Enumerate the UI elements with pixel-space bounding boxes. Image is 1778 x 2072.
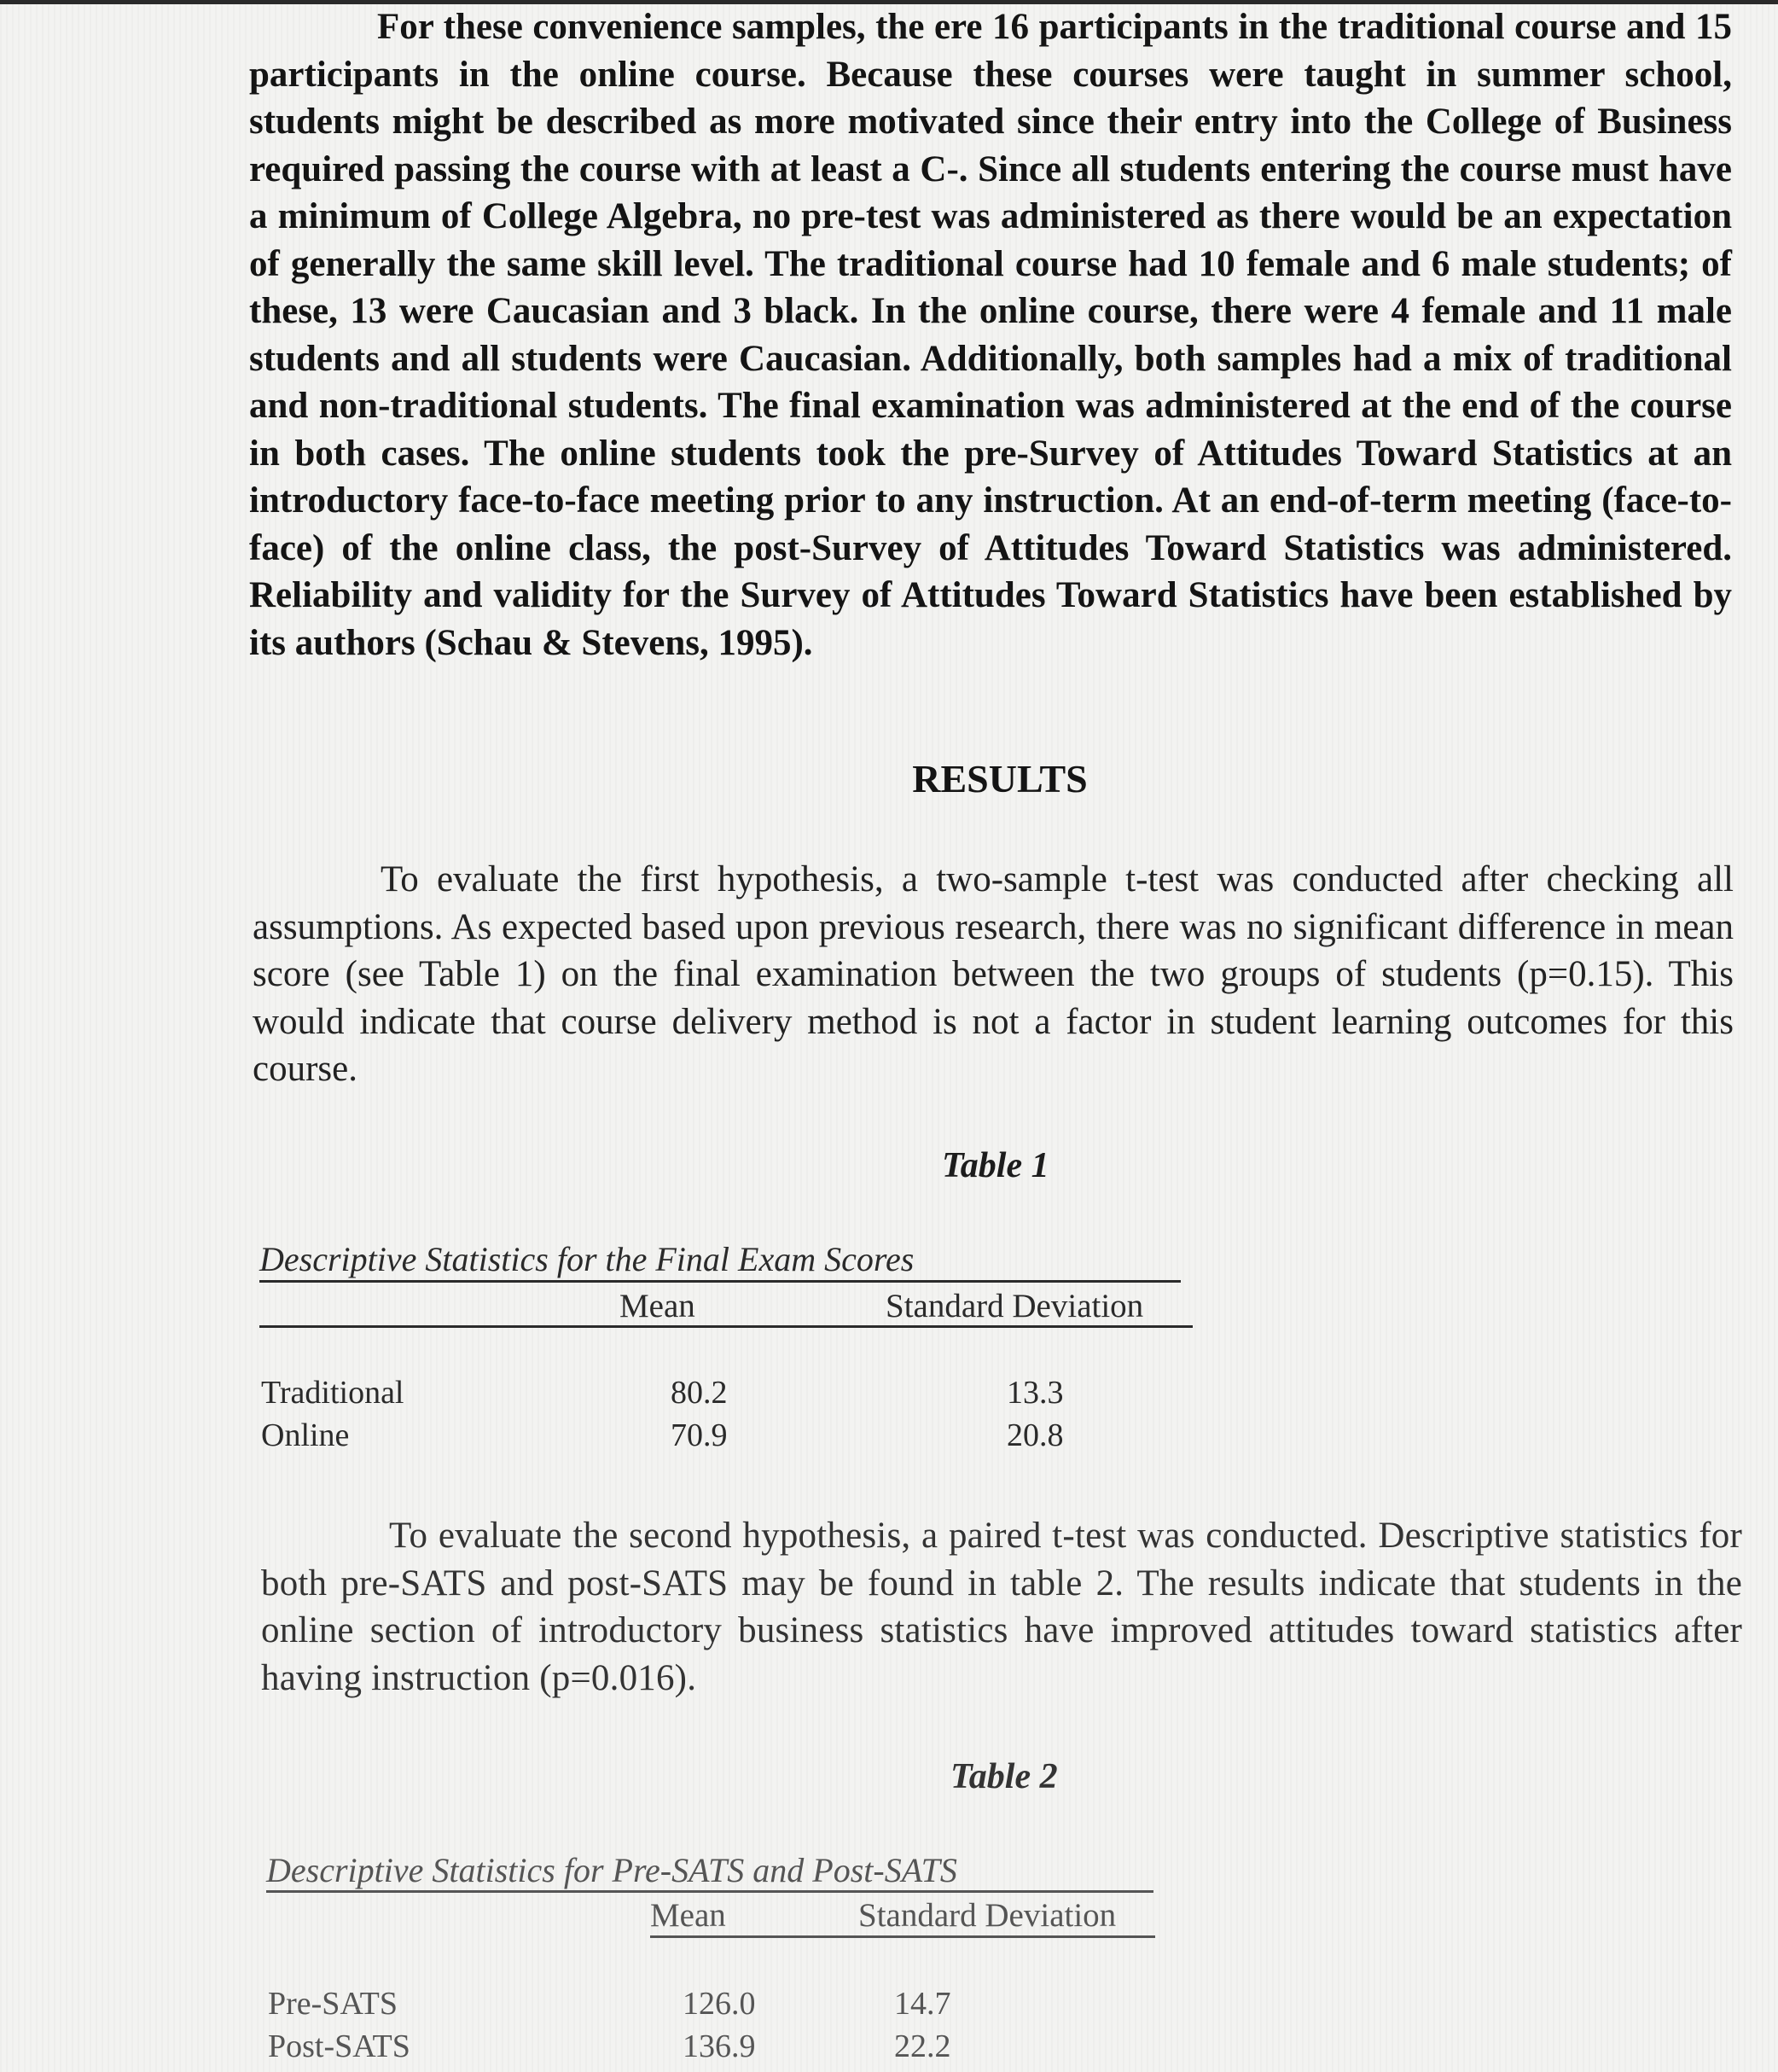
table-2-label: Table 2 (950, 1757, 1058, 1796)
table-1-header-sd: Standard Deviation (886, 1288, 1144, 1324)
table-1-row-sd: 20.8 (1007, 1417, 1064, 1453)
table-1-caption: Descriptive Statistics for the Final Exam Scores (259, 1240, 915, 1278)
table-1-row-mean: 80.2 (671, 1375, 728, 1411)
paragraph-methods (249, 3, 1732, 666)
results-heading: RESULTS (912, 757, 1088, 800)
table-1-row-mean: 70.9 (671, 1417, 728, 1453)
table-1-row-name: Online (261, 1417, 350, 1453)
table-2-row-sd: 14.7 (894, 1986, 951, 2022)
paragraph-hypothesis-two (261, 1512, 1742, 1702)
table-1-row-name: Traditional (261, 1375, 404, 1411)
table-2-row-name: Post-SATS (268, 2028, 410, 2064)
table-2-row-mean: 126.0 (683, 1986, 756, 2022)
paragraph-hypothesis-one-text: To evaluate the first hypothesis, a two-sample t-test was conducted after checking all assumptions. As expected based upon previous research, there was no significant difference in mean score (see Table 1) on the final examination between the two groups of students (p=0.15). This would indicate that course delivery method is not a factor in student learning outcomes for this course. (253, 859, 1734, 1089)
paragraph-hypothesis-one (253, 856, 1734, 1093)
table-2-row-mean: 136.9 (683, 2028, 756, 2064)
table-2-top-rule (266, 1890, 1153, 1893)
table-1-header-rule (259, 1325, 1193, 1328)
table-2-caption: Descriptive Statistics for Pre-SATS and Post-SATS (266, 1851, 957, 1889)
table-1-top-rule (259, 1280, 1181, 1283)
table-2-header-mean: Mean (650, 1897, 726, 1934)
table-2-row-sd: 22.2 (894, 2028, 951, 2064)
paragraph-hypothesis-two-text: To evaluate the second hypothesis, a paired t-test was conducted. Descriptive statistics for both pre-SATS and post-SATS may be found in table 2. The results indicate that students in the online section of introductory business statistics have improved attitudes toward statistics after having instruction (p=0.016). (261, 1516, 1742, 1698)
table-2-header-rule (650, 1935, 1155, 1938)
table-1-row-sd: 13.3 (1007, 1375, 1064, 1411)
table-1-label: Table 1 (942, 1146, 1049, 1185)
table-1-header-mean: Mean (619, 1288, 695, 1324)
paragraph-methods-text: For these convenience samples, the ere 16 participants in the traditional course and 15 participants in the online course. Because these courses were taught in summer school, students might be described as more motivated since their entry into the College of Business required passing the course with at least a C-. Since all students entering the course must have a minimum of College Algebra, no pre-test was administered as there would be an expectation of generally the same skill level. The traditional course had 10 female and 6 male students; of these, 13 were Caucasian and 3 black. In the online course, there were 4 female and 11 male students and all students were Caucasian. Additionally, both samples had a mix of traditional and non-traditional students. The final examination was administered at the end of the course in both cases. The online students took the pre-Survey of Attitudes Toward Statistics at an introductory face-to-face meeting prior to any instruction. At an end-of-term meeting (face-to-face) of the online class, the post-Survey of Attitudes Toward Statistics was administered. Reliability and validity for the Survey of Attitudes Toward Statistics have been established by its authors (Schau & Stevens, 1995). (249, 7, 1732, 663)
table-2-row-name: Pre-SATS (268, 1986, 398, 2022)
table-2-header-sd: Standard Deviation (858, 1897, 1117, 1934)
